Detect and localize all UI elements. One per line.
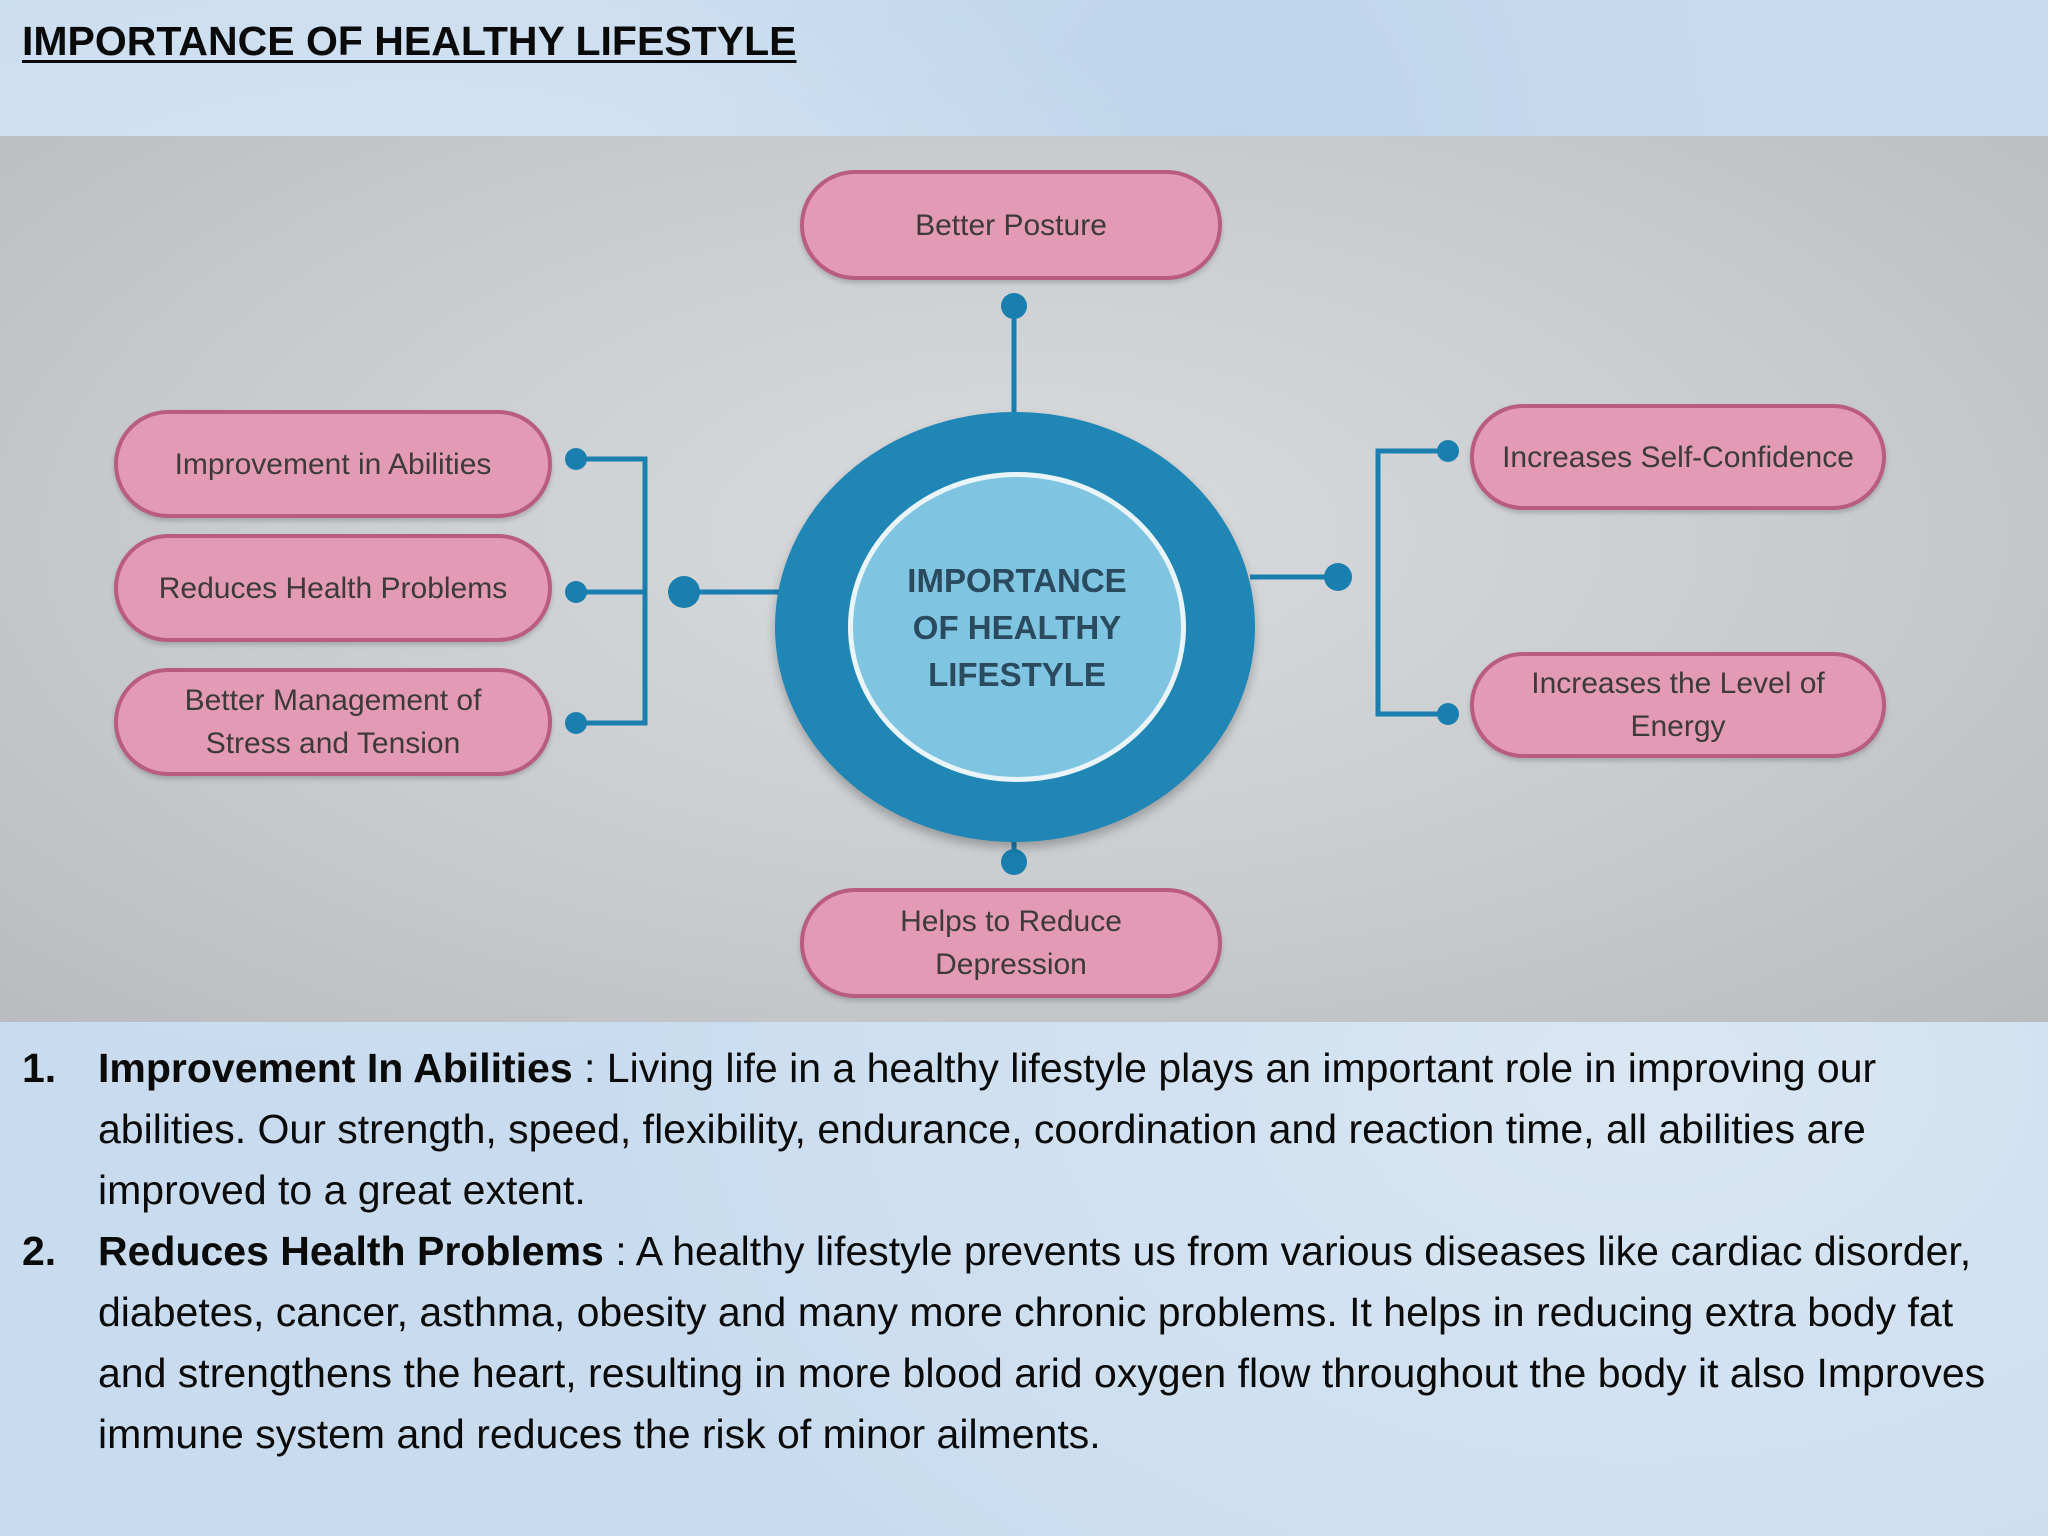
node-improvement-abilities: Improvement in Abilities [114, 410, 552, 518]
node-reduce-depression: Helps to Reduce Depression [800, 888, 1222, 998]
connector-dot-left-1 [565, 448, 587, 470]
point-list [22, 1038, 2032, 1465]
connector-dot-left-3 [565, 712, 587, 734]
list-item [22, 1221, 2032, 1465]
connector-dot-bottom [1001, 849, 1027, 875]
connector-dot-left-2 [565, 581, 587, 603]
point-heading: Reduces Health Problems [98, 1228, 604, 1274]
point-body [98, 1038, 2032, 1221]
page-title: IMPORTANCE OF HEALTHY LIFESTYLE [22, 18, 797, 64]
node-better-posture: Better Posture [800, 170, 1222, 280]
point-heading: Improvement In Abilities [98, 1045, 573, 1091]
list-item [22, 1038, 2032, 1221]
node-stress-management: Better Management of Stress and Tension [114, 668, 552, 776]
lifestyle-diagram [0, 136, 2048, 1022]
point-number: 2. [22, 1228, 57, 1274]
point-number: 1. [22, 1045, 57, 1091]
point-text: : A healthy lifestyle prevents us from various diseases like cardiac disorder, diabetes, cancer, asthma, obesity and many more chronic problems. It helps in reducing extra body fat and strengthens the heart, resulting in more blood arid oxygen flow throughout the body it also Improves immune system and reduces the risk of minor ailments. [98, 1228, 1986, 1457]
connector-dot-right-1 [1437, 440, 1459, 462]
connector-dot-right-main [1324, 563, 1352, 591]
node-energy-level: Increases the Level of Energy [1470, 652, 1886, 758]
connector-dot-left-main [668, 576, 700, 608]
connector-dot-right-2 [1437, 703, 1459, 725]
node-self-confidence: Increases Self-Confidence [1470, 404, 1886, 510]
connector-right-bracket [1378, 451, 1448, 714]
connector-dot-top [1001, 293, 1027, 319]
point-text: : Living life in a healthy lifestyle plays an important role in improving our abilities. Our strength, speed, flexibility, endurance, coordination and reaction time, all abilities are improved to a great extent. [98, 1045, 1877, 1213]
node-reduces-health-problems: Reduces Health Problems [114, 534, 552, 642]
point-body [98, 1221, 2032, 1465]
center-label: IMPORTANCE OF HEALTHY LIFESTYLE [848, 472, 1186, 782]
